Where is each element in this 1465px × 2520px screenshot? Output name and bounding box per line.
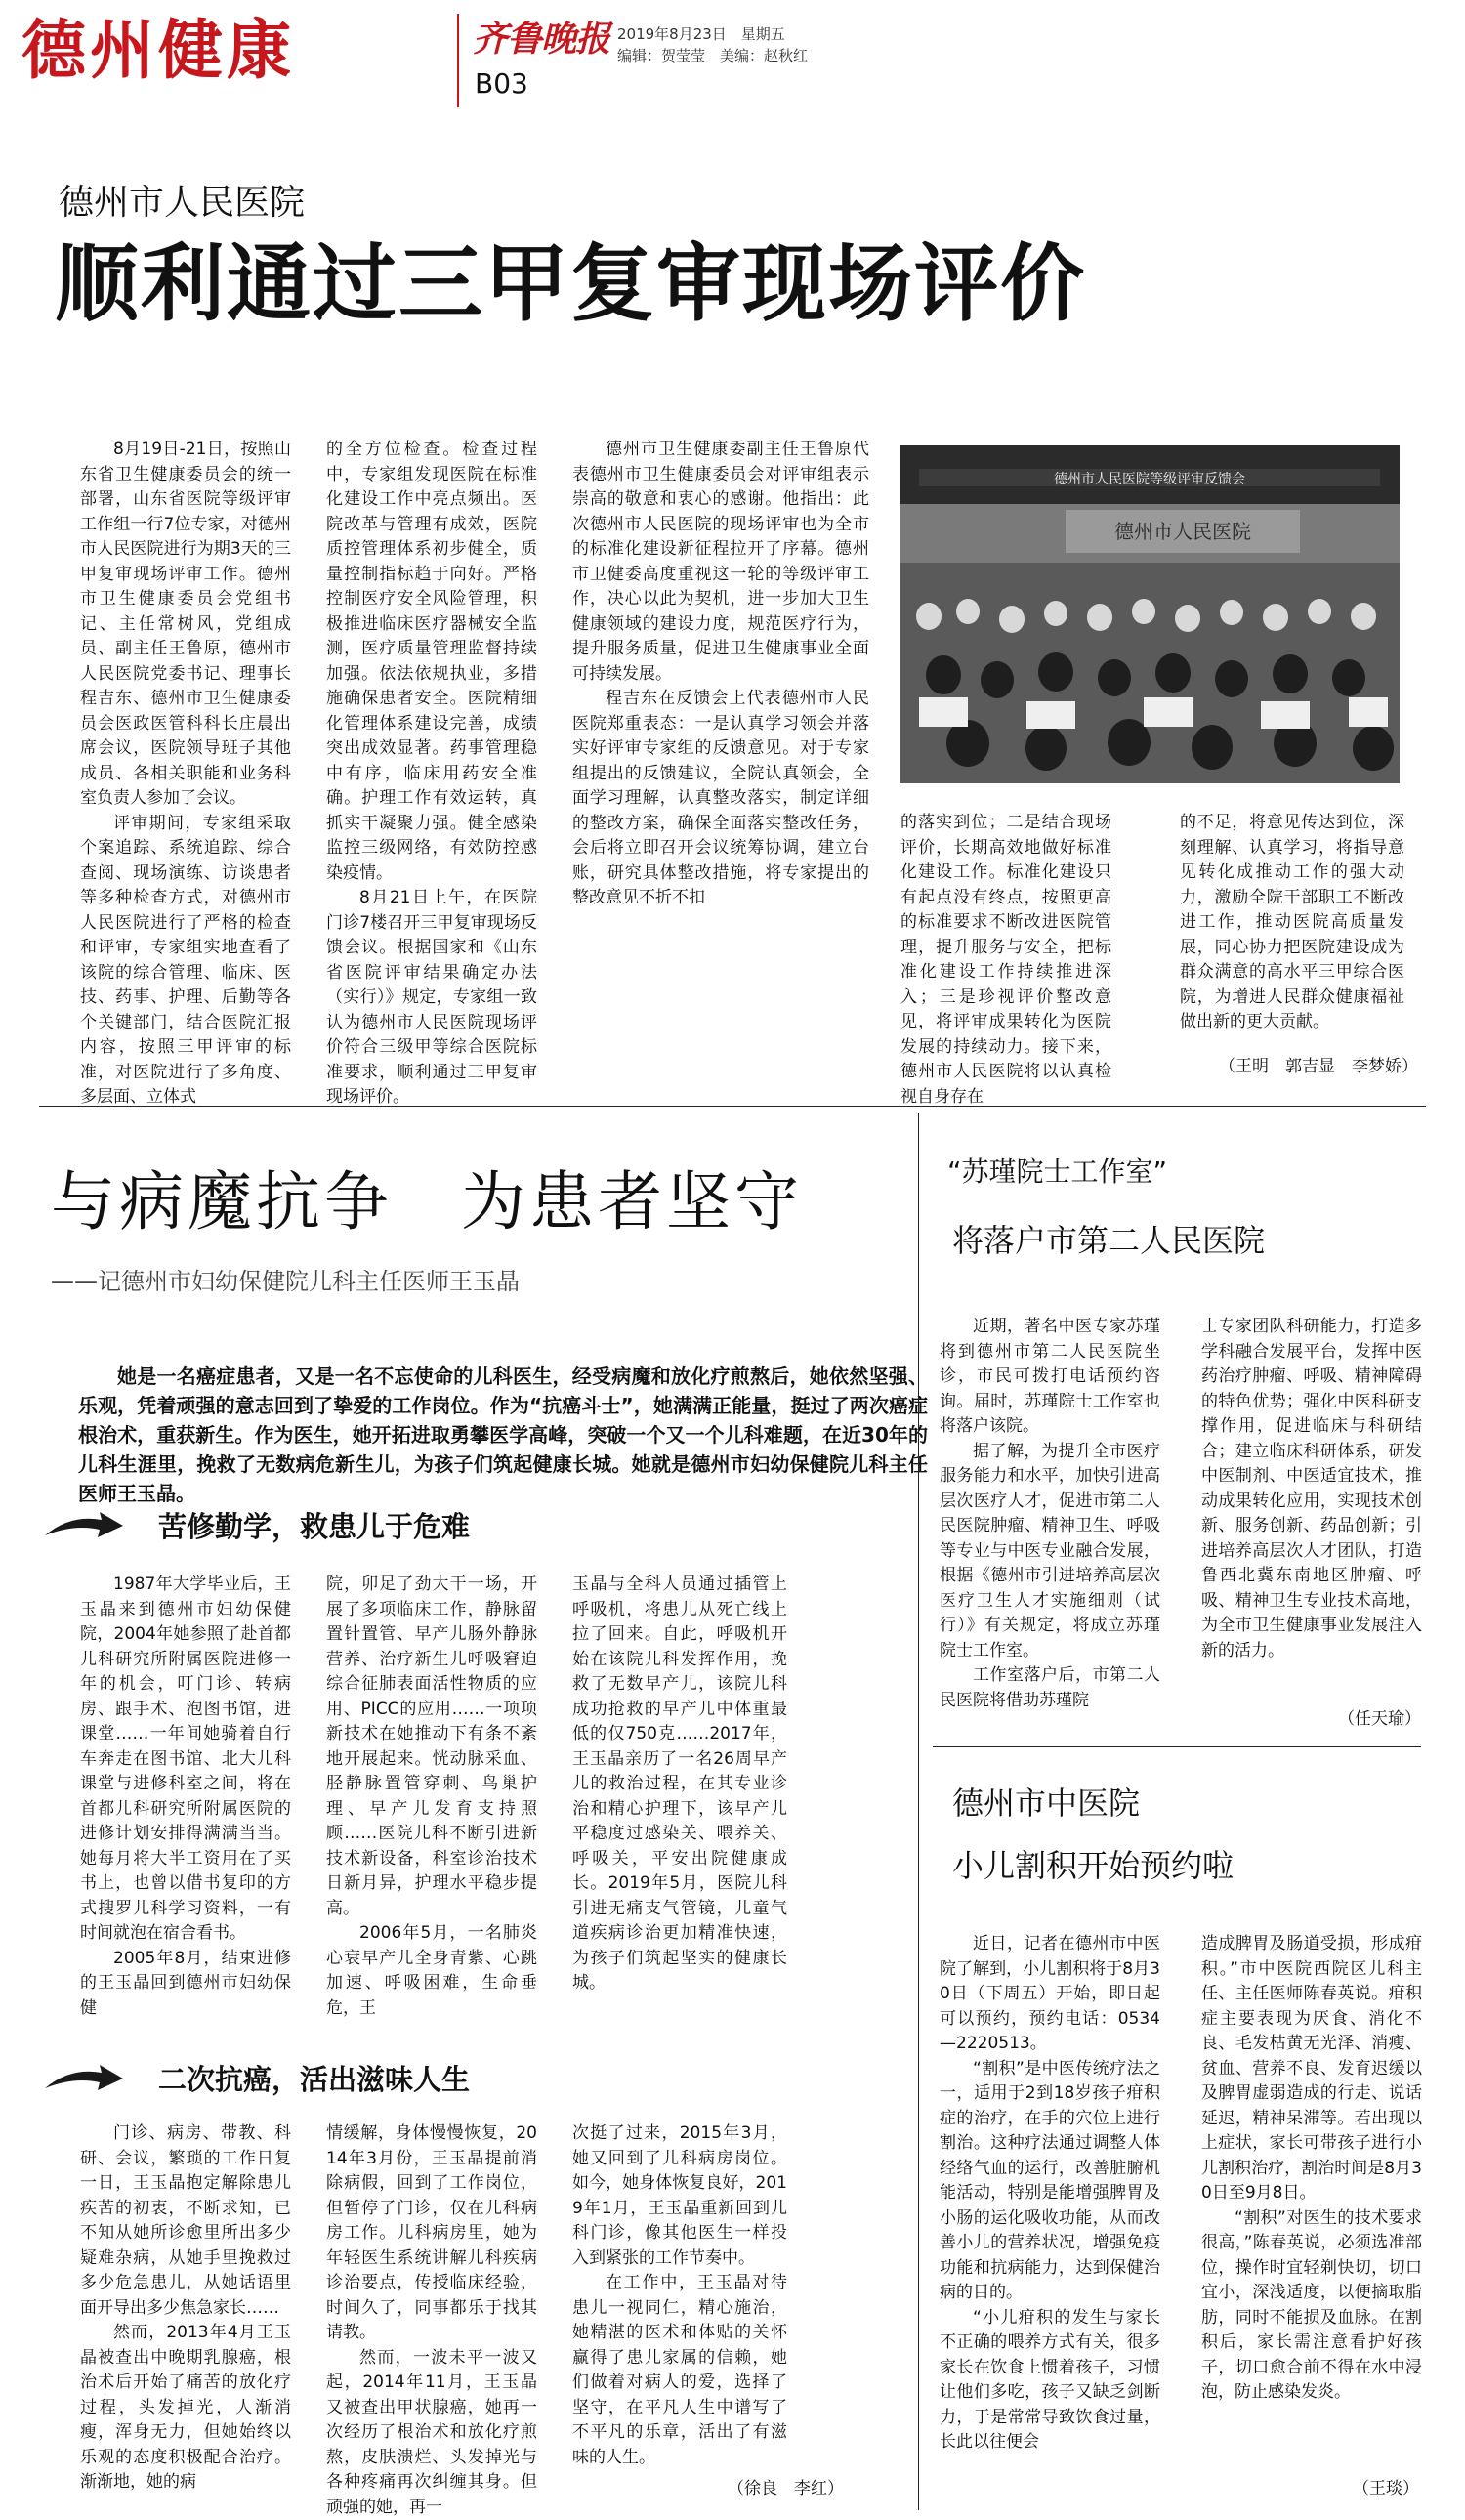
article4-column-1: 近日，记者在德州市中医院了解到，小儿割积将于8月30日（下周五）开始，即日起可以预约，预约电话：0534—2220513。 “割积”是中医传统疗法之一，适用于2到18岁孩子疳积症的治疗，在手的穴位上进行割治。这种疗法通过调整人体经络气血的运行，改善脏腑机能活动，特别是能增强脾胃及小肠的运化吸收功能，从而改善小儿的营养状况，增强免疫功能和抗病能力，达到保健治病的目的。 “小儿疳积的发生与家长不正确的喂养方式有关，很多家长在饮食上惯着孩子，习惯让他们多吃，孩子又缺乏剑断力，于是常常导致饮食过量，长此以往便会 [940,1934,1160,2452]
article1-photo [900,445,1400,783]
article3-title: 将落户市第二人民医院 [952,1222,1266,1259]
article2-lead: 她是一名癌症患者，又是一名不忘使命的儿科医生，经受病魔和放化疗煎熬后，她依然坚强、乐观，凭着顽强的意志回到了挚爱的工作岗位。作为“抗癌斗士”，她满满正能量，挺过了两次癌症根治术，重获新生。作为医生，她开拓进取勇攀医学高峰，突破一个又一个儿科难题，在近30年的儿科生涯里，挽救了无数病危新生儿，为孩子们筑起健康长城。她就是德州市妇幼保健院儿科主任医师王玉晶。 [78,1365,928,1505]
article4-kicker: 德州市中医院 [952,1785,1141,1822]
date-line: 2019年8月23日 星期五 [617,25,785,43]
arrow-icon [41,1506,125,1545]
article1-byline: （王明 郭吉显 李梦娇） [1219,1057,1418,1076]
article2-title: 与病魔抗争 为患者坚守 [51,1164,803,1239]
backdrop-text: 德州市人民医院 [1114,520,1251,543]
article1-column-1: 8月19日-21日，按照山东省卫生健康委员会的统一部署，山东省医院等级评审工作组一行7位专家，对德州市人民医院进行为期3天的三甲复审现场评审工作。德州市卫生健康委员会党组书记、主任常树风，党组成员、副主任王鲁原，德州市人民医院党委书记、理事长程吉东、德州市卫生健康委员会医政医管科科长庄晨出席会议，医院领导班子其他成员、各相关职能和业务科室负责人参加了会议。 评审期间，专家组采取个案追踪、系统追踪、综合查阅、现场演练、访谈患者等多种检查方式，对德州市人民医院进行了严格的检查和评审，专家组实地查看了该院的综合管理、临床、医技、药事、护理、后勤等各个关键部门，结合医院汇报内容，按照三甲评审的标准，对医院进行了多角度、多层面、立体式 [80,440,291,1107]
divider-article3 [933,1746,1421,1747]
article4-byline: （王琰） [1353,2479,1419,2499]
article1-column-2: 的全方位检查。检查过程中，专家组发现医院在标准化建设工作中亮点频出。医院改革与管理有成效，医院质控管理体系初步健全，质量控制指标趋于向好。严格控制医疗安全风险管理，积极推进临床医疗器械安全监测，医疗质量管理监督持续加强。依法依规执业，多措施确保患者安全。医院精细化管理体系建设完善，成绩突出成效显著。药事管理稳中有序，临床用药安全准确。护理工作有效运转，真抓实干凝聚力强。健全感染监控三级网络，有效防控感染疫情。 8月21日上午，在医院门诊7楼召开三甲复审现场反馈会议。根据国家和《山东省医院评审结果确定办法（实行）》规定，专家组一致认为德州市人民医院现场评价符合三级甲等综合医院标准要求，顺利通过三甲复审现场评价。 [326,440,537,1107]
article1-column-4: 的落实到位；二是结合现场评价，长期高效地做好标准化建设工作。标准化建设只有起点没有终点，按照更高的标准要求不断改进医院管理，提升服务与安全，把标准化建设工作持续推进深入；三是珍视评价整改意见，将评审成果转化为医院发展的持续动力。接下来，德州市人民医院将以认真检视自身存在 [900,813,1111,1107]
section2-heading: 二次抗癌，活出滋味人生 [41,2059,627,2098]
article2-subtitle: ——记德州市妇幼保健院儿科主任医师王玉晶 [51,1268,520,1295]
page-code: B03 [475,67,528,100]
article2-s2-column-1: 门诊、病房、带教、科研、会议，繁琐的工作日复一日，王玉晶抱定解除患儿疾苦的初衷，不断求知，已不知从她所诊愈里所出多少疑难杂病，从她手里挽救过多少危急患儿，从她话语里面开导出多少焦急家长…… 然而，2013年4月王玉晶被查出中晚期乳腺癌，根治术后开始了痛苦的放化疗过程，头发掉光，人渐消瘦，浑身无力，但她始终以乐观的态度积极配合治疗。渐渐地，她的病 [80,2123,291,2492]
article2-byline: （徐良 李红） [728,2479,844,2499]
banner-text: 德州市人民医院等级评审反馈会 [1054,472,1245,487]
article2-s1-column-1: 1987年大学毕业后，王玉晶来到德州市妇幼保健院，2004年她参照了赴首都儿科研究所附属医院进修一年的机会，叮门诊、转病房、跟手术、泡图书馆，进课堂……一年间她骑着自行车奔走在图书馆、北大儿科课堂与进修科室之间，将在首都儿科研究所附属医院的进修计划安排得满满当当。她每月将大半工资用在了买书上，也曾以借书复印的方式搜罗儿科学习资料，一有时间就泡在宿舍看书。 2005年8月，结束进修的王玉晶回到德州市妇幼保健 [80,1575,291,2018]
article2-s2-column-3: 次挺了过来，2015年3月，她又回到了儿科病房岗位。如今，她身体恢复良好，2019年1月，王玉晶重新回到儿科门诊，像其他医生一样投入到紧张的工作节奏中。 在工作中，王玉晶对待患儿一视同仁，精心施治，她精湛的医术和体贴的关怀赢得了患儿家属的信赖，她们做着对病人的爱，选择了坚守，在平凡人生中谱写了不平凡的乐章，活出了有滋味的人生。 [572,2123,787,2467]
article2-s1-column-2: 院，卯足了劲大干一场，开展了多项临床工作，静脉留置针置管、早产儿肠外静脉营养、治疗新生儿呼吸窘迫综合征肺表面活性物质的应用、PICC的应用……一项项新技术在她推动下有条不紊地开展起来。恍动脉采血、胫静脉置管穿刺、鸟巢护理、早产儿发育支持照顾……医院儿科不断引进新技术新设备，科室诊治技术日新月异，护理水平稳步提高。 2006年5月，一名肺炎心衰早产儿全身青紫、心跳加速、呼吸困难，生命垂危，王 [326,1575,537,2018]
article3-byline: （任天瑜） [1338,1709,1421,1729]
article4-title: 小儿割积开始预约啦 [952,1847,1235,1884]
article1-column-3: 德州市卫生健康委副主任王鲁原代表德州市卫生健康委员会对评审组表示崇高的敬意和衷心的感谢。他指出：此次德州市人民医院的现场评审也为全市的标准化建设新征程拉开了序幕。德州市卫健委高度重视这一轮的等级评审工作，决心以此为契机，进一步加大卫生健康领域的建设力度，规范医疗行为，提升服务质量，促进卫生健康事业全面可持续发展。 程吉东在反馈会上代表德州市人民医院郑重表态：一是认真学习领会并落实好评审专家组的反馈意见。对于专家组提出的反馈建议，全院认真领会，全面学习理解，认真整改落实，制定详细的整改方案，确保全面落实整改任务，会后将立即召开会议统筹协调，建立台账，研究具体整改措施，将专家提出的整改意见不折不扣 [572,440,869,907]
divider-article1 [39,1106,1426,1107]
article3-column-2: 士专家团队科研能力，打造多学科融合发展平台，发挥中医药治疗肿瘤、呼吸、精神障碍的特色优势；强化中医科研支撑作用，促进临床与科研结合；建立临床科研体系，研发中医制剂、中医适宜技术，推动成果转化应用，实现技术创新、服务创新、药品创新；引进培养高层次人才团队，打造鲁西北冀东南地区肿瘤、呼吸、精神卫生专业技术高地，为全市卫生健康事业发展注入新的活力。 [1201,1317,1422,1660]
paper-name: 齐鲁晚报 [473,19,610,60]
meeting-photo [900,445,1400,783]
article1-kicker: 德州市人民医院 [59,183,306,223]
article1-title: 顺利通过三甲复审现场评价 [55,235,1086,333]
article2-s1-column-3: 玉晶与全科人员通过插管上呼吸机，将患儿从死亡线上拉了回来。自此，呼吸机开始在该院儿科发挥作用，挽救了无数早产儿，该院儿科成功抢救的早产儿中体重最低的仅750克……2017年，王玉晶亲历了一名26周早产儿的救治过程，在其专业诊治和精心护理下，该早产儿平稳度过感染关、喂养关、呼吸关，平安出院健康成长。2019年5月，医院儿科引进无痛支气管镜，儿童气道疾病诊治更加精准快速，为孩子们筑起坚实的健康长城。 [572,1575,787,1993]
arrow-icon [41,2059,125,2098]
article3-kicker: “苏瑾院士工作室” [947,1155,1168,1188]
section-logo: 德州健康 [21,13,295,88]
article2-s2-column-2: 情缓解，身体慢慢恢复，2014年3月份，王玉晶提前消除病假，回到了工作岗位，但暂停了门诊，仅在儿科病房工作。儿科病房里，她为年轻医生系统讲解儿科疾病诊治要点，传授临床经验，时间久了，同事都乐于找其请教。 然而，一波未平一波又起，2014年11月，王玉晶又被查出甲状腺癌，她再一次经历了根治术和放化疗煎熬，皮肤溃烂、头发掉光与各种疼痛再次纠缠其身。但顽强的她，再一 [326,2123,537,2517]
staff-line: 编辑：贺莹莹 美编：赵秋红 [617,47,809,64]
article1-column-5: 的不足，将意见传达到位，深刻理解、认真学习，将指导意见转化成推动工作的强大动力，激励全院干部职工不断改进工作，推动医院高质量发展，同心协力把医院建设成为群众满意的高水平三甲综合医院，为增进人民群众健康福祉做出新的更大贡献。 [1180,813,1404,1031]
column-divider [918,1113,919,2510]
section1-heading: 苦修勤学，救患儿于危难 [41,1506,627,1545]
masthead-divider [457,14,459,107]
article3-column-1: 近期，著名中医专家苏瑾将到德州市第二人民医院坐诊，市民可拨打电话预约咨询。届时，苏瑾院士工作室也将落户该院。 据了解，为提升全市医疗服务能力和水平，加快引进高层次医疗人才，促进市第二人民医院肿瘤、精神卫生、呼吸等专业与中医专业融合发展，根据《德州市引进培养高层次医疗卫生人才实施细则（试行）》有关规定，将成立苏瑾院士工作室。 工作室落户后，市第二人民医院将借助苏瑾院 [940,1317,1160,1710]
article4-column-2: 造成脾胃及肠道受损，形成疳积。”市中医院西院区儿科主任、主任医师陈春英说。疳积症主要表现为厌食、消化不良、毛发枯黄无光泽、消瘦、贫血、营养不良、发育迟缓以及脾胃虚弱造成的行走、说话延迟，精神呆滞等。若出现以上症状，家长可带孩子进行小儿割积治疗，割治时间是8月30日至9月8日。 “割积”对医生的技术要求很高，”陈春英说，必须选准部位，操作时宜轻剃快切，切口宜小，深浅适度，以便摘取脂肪，同时不能损及血脉。在割积后，家长需注意看护好孩子，切口愈合前不得在水中浸泡，防止感染发炎。 [1201,1934,1422,2402]
